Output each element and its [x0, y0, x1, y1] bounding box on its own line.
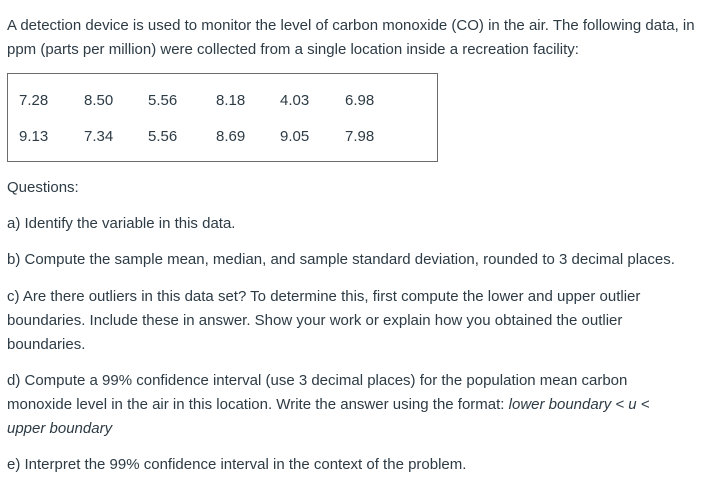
question-c: c) Are there outliers in this data set? To determine this, first compute the lower and upper outlier boundaries. Include these in answer. Show your work or explain how you obtained the outlier boundaries.: [7, 288, 641, 353]
questions-heading: Questions:: [7, 179, 79, 196]
table-cell: 9.05: [280, 128, 310, 145]
question-e: e) Interpret the 99% confidence interval in the context of the problem.: [7, 456, 467, 473]
table-cell: 8.69: [216, 128, 246, 145]
table-cell: 9.13: [19, 128, 49, 145]
table-cell: 7.28: [19, 92, 49, 109]
table-cell: 8.50: [84, 92, 114, 109]
question-b: b) Compute the sample mean, median, and sample standard deviation, rounded to 3 decimal places.: [7, 251, 675, 268]
table-cell: 5.56: [148, 128, 178, 145]
data-table: [7, 73, 438, 162]
table-cell: 7.98: [345, 128, 375, 145]
intro-paragraph: A detection device is used to monitor the level of carbon monoxide (CO) in the air. The following data, in ppm (parts per million) were collected from a single location inside a recreation facility:: [7, 17, 695, 58]
table-cell: 6.98: [345, 92, 375, 109]
table-cell: 4.03: [280, 92, 310, 109]
question-d-format: lower boundary < u < upper boundary: [7, 396, 650, 437]
question-d: [7, 369, 687, 441]
table-cell: 7.34: [84, 128, 114, 145]
question-d-text: d) Compute a 99% confidence interval (use 3 decimal places) for the population mean carbon monoxide level in the air in this location. Write the answer using the format:: [7, 372, 628, 413]
question-a: a) Identify the variable in this data.: [7, 215, 236, 232]
table-cell: 5.56: [148, 92, 178, 109]
table-cell: 8.18: [216, 92, 246, 109]
